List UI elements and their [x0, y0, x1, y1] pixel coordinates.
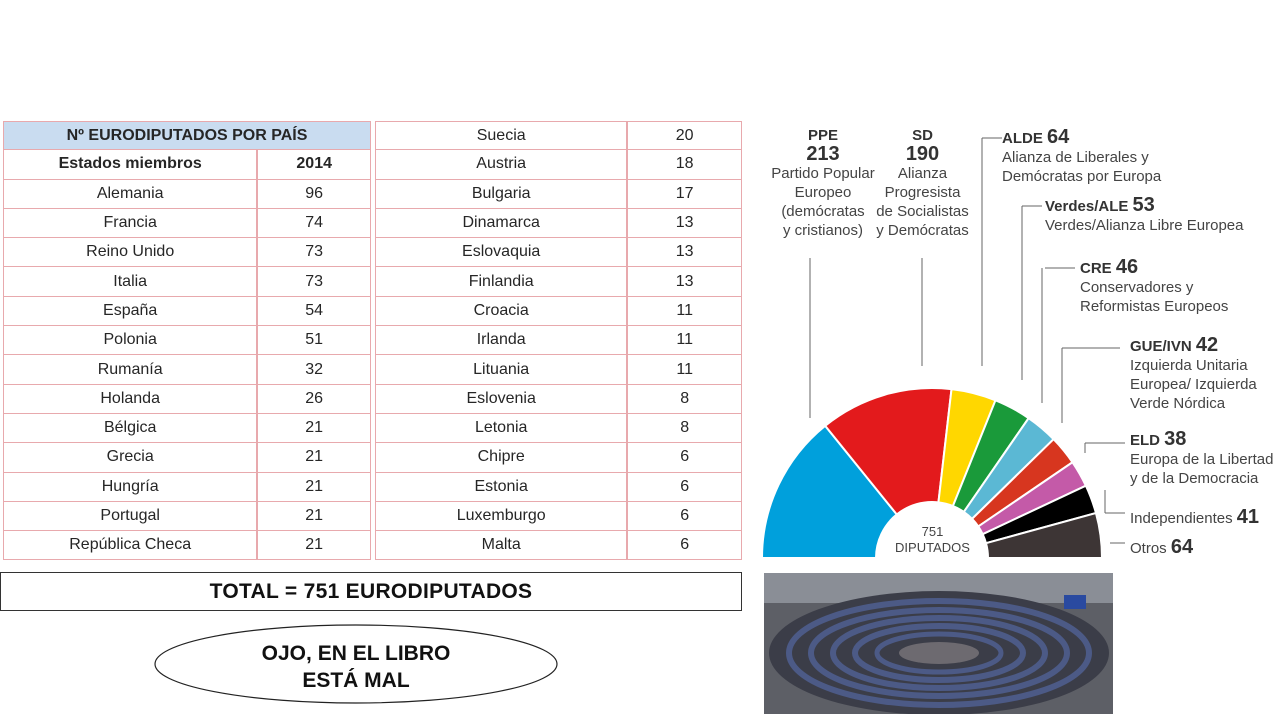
warning-line-1: OJO, EN EL LIBRO [261, 642, 451, 665]
ppe-abbr: PPE [807, 127, 838, 144]
seats-cell: 8 [627, 414, 742, 443]
ppe-desc-4: y cristianos) [782, 222, 864, 239]
cre-desc-1: Conservadores y [1080, 279, 1194, 296]
country-cell: Francia [3, 209, 257, 238]
table-row [375, 473, 742, 502]
country-cell: Polonia [3, 326, 257, 355]
table-row [3, 473, 371, 502]
ppe-desc-3: (demócratas [781, 203, 865, 220]
table-header-row [3, 150, 371, 179]
table-title-row [3, 121, 371, 150]
seats-cell: 6 [627, 473, 742, 502]
seats-cell: 21 [257, 502, 371, 531]
seats-cell: 17 [627, 180, 742, 209]
table-row [3, 238, 371, 267]
seats-cell: 54 [257, 297, 371, 326]
seats-table-right [375, 121, 742, 560]
seats-cell: 6 [627, 443, 742, 472]
country-cell: República Checa [3, 531, 257, 560]
label-otros [1130, 538, 1193, 558]
ppe-seats: 213 [806, 143, 840, 165]
seats-cell: 96 [257, 180, 371, 209]
table-row [375, 443, 742, 472]
label-verdes [1045, 196, 1243, 235]
country-cell: Bélgica [3, 414, 257, 443]
country-cell: Finlandia [375, 267, 627, 296]
seats-cell: 21 [257, 531, 371, 560]
total-banner: TOTAL = 751 EURODIPUTADOS [0, 572, 742, 611]
country-cell: Italia [3, 267, 257, 296]
otros-seats: 64 [1170, 536, 1194, 558]
seats-cell: 18 [627, 150, 742, 179]
gue-seats: 42 [1195, 334, 1219, 356]
seats-cell: 51 [257, 326, 371, 355]
seats-cell: 32 [257, 355, 371, 384]
table-row [375, 385, 742, 414]
sd-desc-4: y Demócratas [876, 222, 969, 239]
country-cell: Portugal [3, 502, 257, 531]
seats-cell: 11 [627, 355, 742, 384]
country-cell: Malta [375, 531, 627, 560]
seats-cell: 21 [257, 473, 371, 502]
cre-desc-2: Reformistas Europeos [1080, 298, 1229, 315]
country-cell: Holanda [3, 385, 257, 414]
sd-abbr: SD [912, 127, 933, 144]
eld-abbr: ELD [1130, 432, 1160, 449]
seats-cell: 73 [257, 238, 371, 267]
table-row [3, 326, 371, 355]
seats-table-left [3, 121, 371, 560]
eld-desc-2: y de la Democracia [1130, 470, 1259, 487]
country-cell: Lituania [375, 355, 627, 384]
cre-abbr: CRE [1080, 260, 1112, 277]
table-row [375, 180, 742, 209]
table-row [3, 385, 371, 414]
table-row [375, 150, 742, 179]
country-cell: Chipre [375, 443, 627, 472]
alde-seats: 64 [1047, 126, 1070, 148]
seats-cell: 13 [627, 267, 742, 296]
independientes-abbr: Independientes [1130, 510, 1233, 527]
seats-cell: 73 [257, 267, 371, 296]
country-cell: Letonia [375, 414, 627, 443]
country-cell: Estonia [375, 473, 627, 502]
sd-desc-2: Progresista [884, 184, 961, 201]
country-cell: Bulgaria [375, 180, 627, 209]
warning-line-2: ESTÁ MAL [302, 669, 410, 692]
country-cell: Grecia [3, 443, 257, 472]
country-cell: Suecia [375, 121, 627, 150]
warning-callout [154, 624, 558, 704]
label-gue [1130, 336, 1257, 413]
otros-abbr: Otros [1130, 540, 1167, 557]
country-cell: Alemania [3, 180, 257, 209]
gue-desc-2: Europea/ Izquierda [1130, 376, 1257, 393]
table-row [3, 297, 371, 326]
table-row [375, 414, 742, 443]
eld-desc-1: Europa de la Libertad [1130, 451, 1274, 468]
country-cell: Croacia [375, 297, 627, 326]
gue-desc-3: Verde Nórdica [1130, 395, 1226, 412]
table-row [375, 326, 742, 355]
country-cell: Hungría [3, 473, 257, 502]
center-label-number: 751 [921, 524, 944, 539]
seats-cell: 11 [627, 297, 742, 326]
center-label-text: DIPUTADOS [895, 540, 970, 555]
country-cell: Eslovaquia [375, 238, 627, 267]
seats-cell: 11 [627, 326, 742, 355]
seats-cell: 21 [257, 414, 371, 443]
table-row [375, 238, 742, 267]
parliament-photo-drawing [764, 573, 1113, 714]
table-row [375, 209, 742, 238]
table-row [3, 502, 371, 531]
label-sd [870, 126, 975, 240]
label-ppe [768, 126, 878, 240]
seats-cell: 6 [627, 531, 742, 560]
table-row [3, 355, 371, 384]
column-header-country: Estados miembros [3, 150, 257, 179]
table-row [3, 209, 371, 238]
verdes-abbr: Verdes/ALE [1045, 198, 1129, 215]
table-row [375, 121, 742, 150]
sd-desc-3: de Socialistas [876, 203, 969, 220]
alde-desc-2: Demócratas por Europa [1002, 168, 1162, 185]
country-cell: Austria [375, 150, 627, 179]
table-row [375, 531, 742, 560]
country-cell: España [3, 297, 257, 326]
table-row [3, 180, 371, 209]
parliament-photo [764, 573, 1113, 714]
table-row [375, 502, 742, 531]
table-title: Nº EURODIPUTADOS POR PAÍS [3, 121, 371, 150]
seats-cell: 13 [627, 238, 742, 267]
country-cell: Luxemburgo [375, 502, 627, 531]
gue-abbr: GUE/IVN [1130, 338, 1192, 355]
independientes-seats: 41 [1236, 506, 1260, 528]
country-cell: Irlanda [375, 326, 627, 355]
sd-desc-1: Alianza [897, 165, 948, 182]
country-cell: Dinamarca [375, 209, 627, 238]
ppe-desc-2: Europeo [794, 184, 852, 201]
gue-desc-1: Izquierda Unitaria [1130, 357, 1248, 374]
label-independientes [1130, 508, 1259, 528]
table-row [375, 267, 742, 296]
seats-cell: 26 [257, 385, 371, 414]
cre-seats: 46 [1115, 256, 1139, 278]
seats-cell: 21 [257, 443, 371, 472]
chart-center-label [880, 524, 985, 556]
label-cre [1080, 258, 1228, 316]
table-row [3, 414, 371, 443]
seats-cell: 13 [627, 209, 742, 238]
table-row [375, 297, 742, 326]
parliament-chart [760, 118, 1280, 568]
table-row [3, 531, 371, 560]
table-row [3, 267, 371, 296]
label-eld [1130, 430, 1273, 488]
ppe-desc-1: Partido Popular [771, 165, 875, 182]
verdes-desc-1: Verdes/Alianza Libre Europea [1045, 217, 1244, 234]
column-header-year: 2014 [257, 150, 371, 179]
verdes-seats: 53 [1132, 194, 1155, 216]
country-cell: Rumanía [3, 355, 257, 384]
label-alde [1002, 128, 1161, 186]
seats-cell: 8 [627, 385, 742, 414]
seats-cell: 20 [627, 121, 742, 150]
warning-text [154, 640, 558, 694]
table-row [3, 443, 371, 472]
sd-seats: 190 [905, 143, 940, 165]
alde-abbr: ALDE [1002, 130, 1043, 147]
eld-seats: 38 [1164, 428, 1187, 450]
table-row [375, 355, 742, 384]
seats-cell: 6 [627, 502, 742, 531]
seats-cell: 74 [257, 209, 371, 238]
country-cell: Eslovenia [375, 385, 627, 414]
alde-desc-1: Alianza de Liberales y [1002, 149, 1149, 166]
country-cell: Reino Unido [3, 238, 257, 267]
